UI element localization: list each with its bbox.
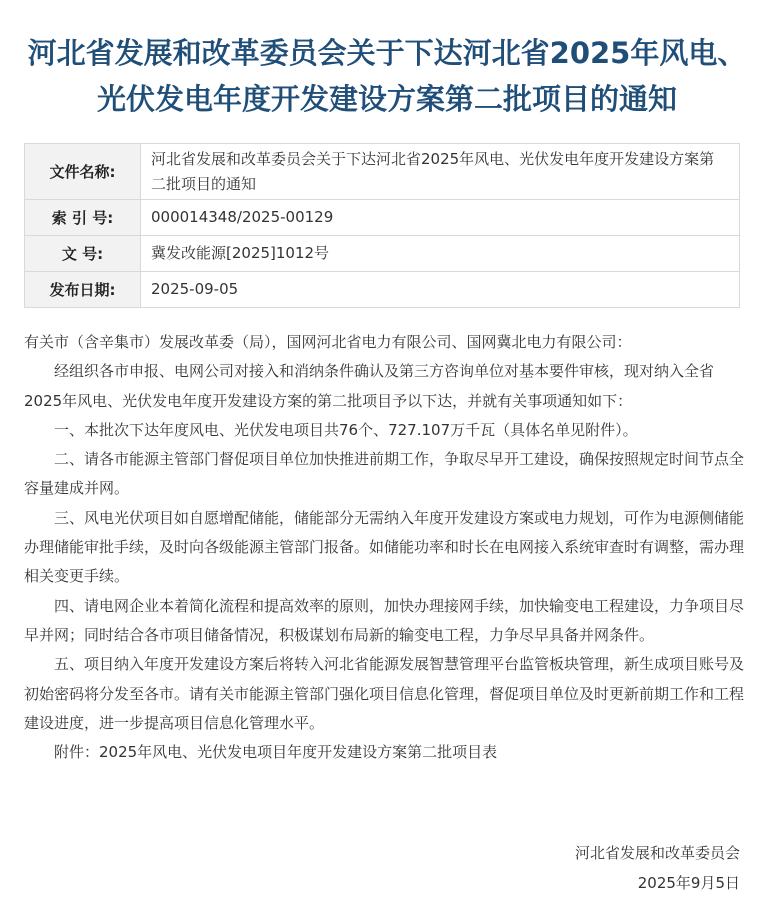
- doc-no-label: 文 号:: [25, 236, 141, 272]
- signature-date: 2025年9月5日: [637, 874, 740, 892]
- file-name-value: 河北省发展和改革委员会关于下达河北省2025年风电、光伏发电年度开发建设方案第二批项目的通知: [141, 144, 740, 200]
- intro-paragraph: 经组织各市申报、电网公司对接入和消纳条件确认及第三方咨询单位对基本要件审核，现对纳入全省2025年风电、光伏发电年度开发建设方案的第二批项目予以下达，并就有关事项通知如下：: [24, 362, 715, 410]
- doc-no-value: 冀发改能源[2025]1012号: [141, 236, 740, 272]
- item-5-paragraph: 五、项目纳入年度开发建设方案后将转入河北省能源发展智慧管理平台监管板块管理，新生成项目账号及初始密码将分发至各市。请有关市能源主管部门强化项目信息化管理，督促项目单位及时更新前期工作和工程建设进度，进一步提高项目信息化管理水平。: [24, 655, 745, 732]
- item-2-paragraph: 二、请各市能源主管部门督促项目单位加快推进前期工作，争取尽早开工建设，确保按照规定时间节点全容量建成并网。: [24, 450, 745, 498]
- item-4-paragraph: 四、请电网企业本着简化流程和提高效率的原则，加快办理接网手续，加快输变电工程建设，力争项目尽早并网；同时结合各市项目储备情况，积极谋划布局新的输变电工程，力争尽早具备并网条件。: [24, 596, 745, 644]
- item-3-paragraph: 三、风电光伏项目如自愿增配储能，储能部分无需纳入年度开发建设方案或电力规划，可作为电源侧储能办理储能审批手续，及时向各级能源主管部门报备。如储能功率和时长在电网接入系统审查时有调整，需办理相关变更手续。: [24, 508, 745, 586]
- metadata-row-file-name: [25, 144, 740, 200]
- page-title: 河北省发展和改革委员会关于下达河北省2025年风电、光伏发电年度开发建设方案第二批项目的通知: [27, 36, 747, 116]
- notice-body: [24, 328, 744, 767]
- metadata-row-date: [25, 272, 740, 308]
- metadata-row-doc-no: [25, 236, 740, 272]
- date-value: 2025-09-05: [141, 272, 740, 308]
- salutation: 有关市（含辛集市）发展改革委（局），国网河北省电力有限公司、国网冀北电力有限公司：: [24, 333, 632, 351]
- metadata-table: [24, 143, 740, 308]
- attachment-line: 附件：2025年风电、光伏发电项目年度开发建设方案第二批项目表: [54, 743, 498, 762]
- date-label: 发布日期:: [25, 272, 141, 308]
- signature-org: 河北省发展和改革委员会: [574, 844, 740, 862]
- metadata-row-index: [25, 200, 740, 236]
- index-value: 000014348/2025-00129: [141, 200, 740, 236]
- item-1-paragraph: 一、本批次下达年度风电、光伏发电项目共76个、727.107万千瓦（具体名单见附件）。: [54, 420, 638, 439]
- signature-block: [575, 838, 740, 898]
- index-label: 索 引 号:: [25, 200, 141, 236]
- file-name-label: 文件名称:: [25, 144, 141, 200]
